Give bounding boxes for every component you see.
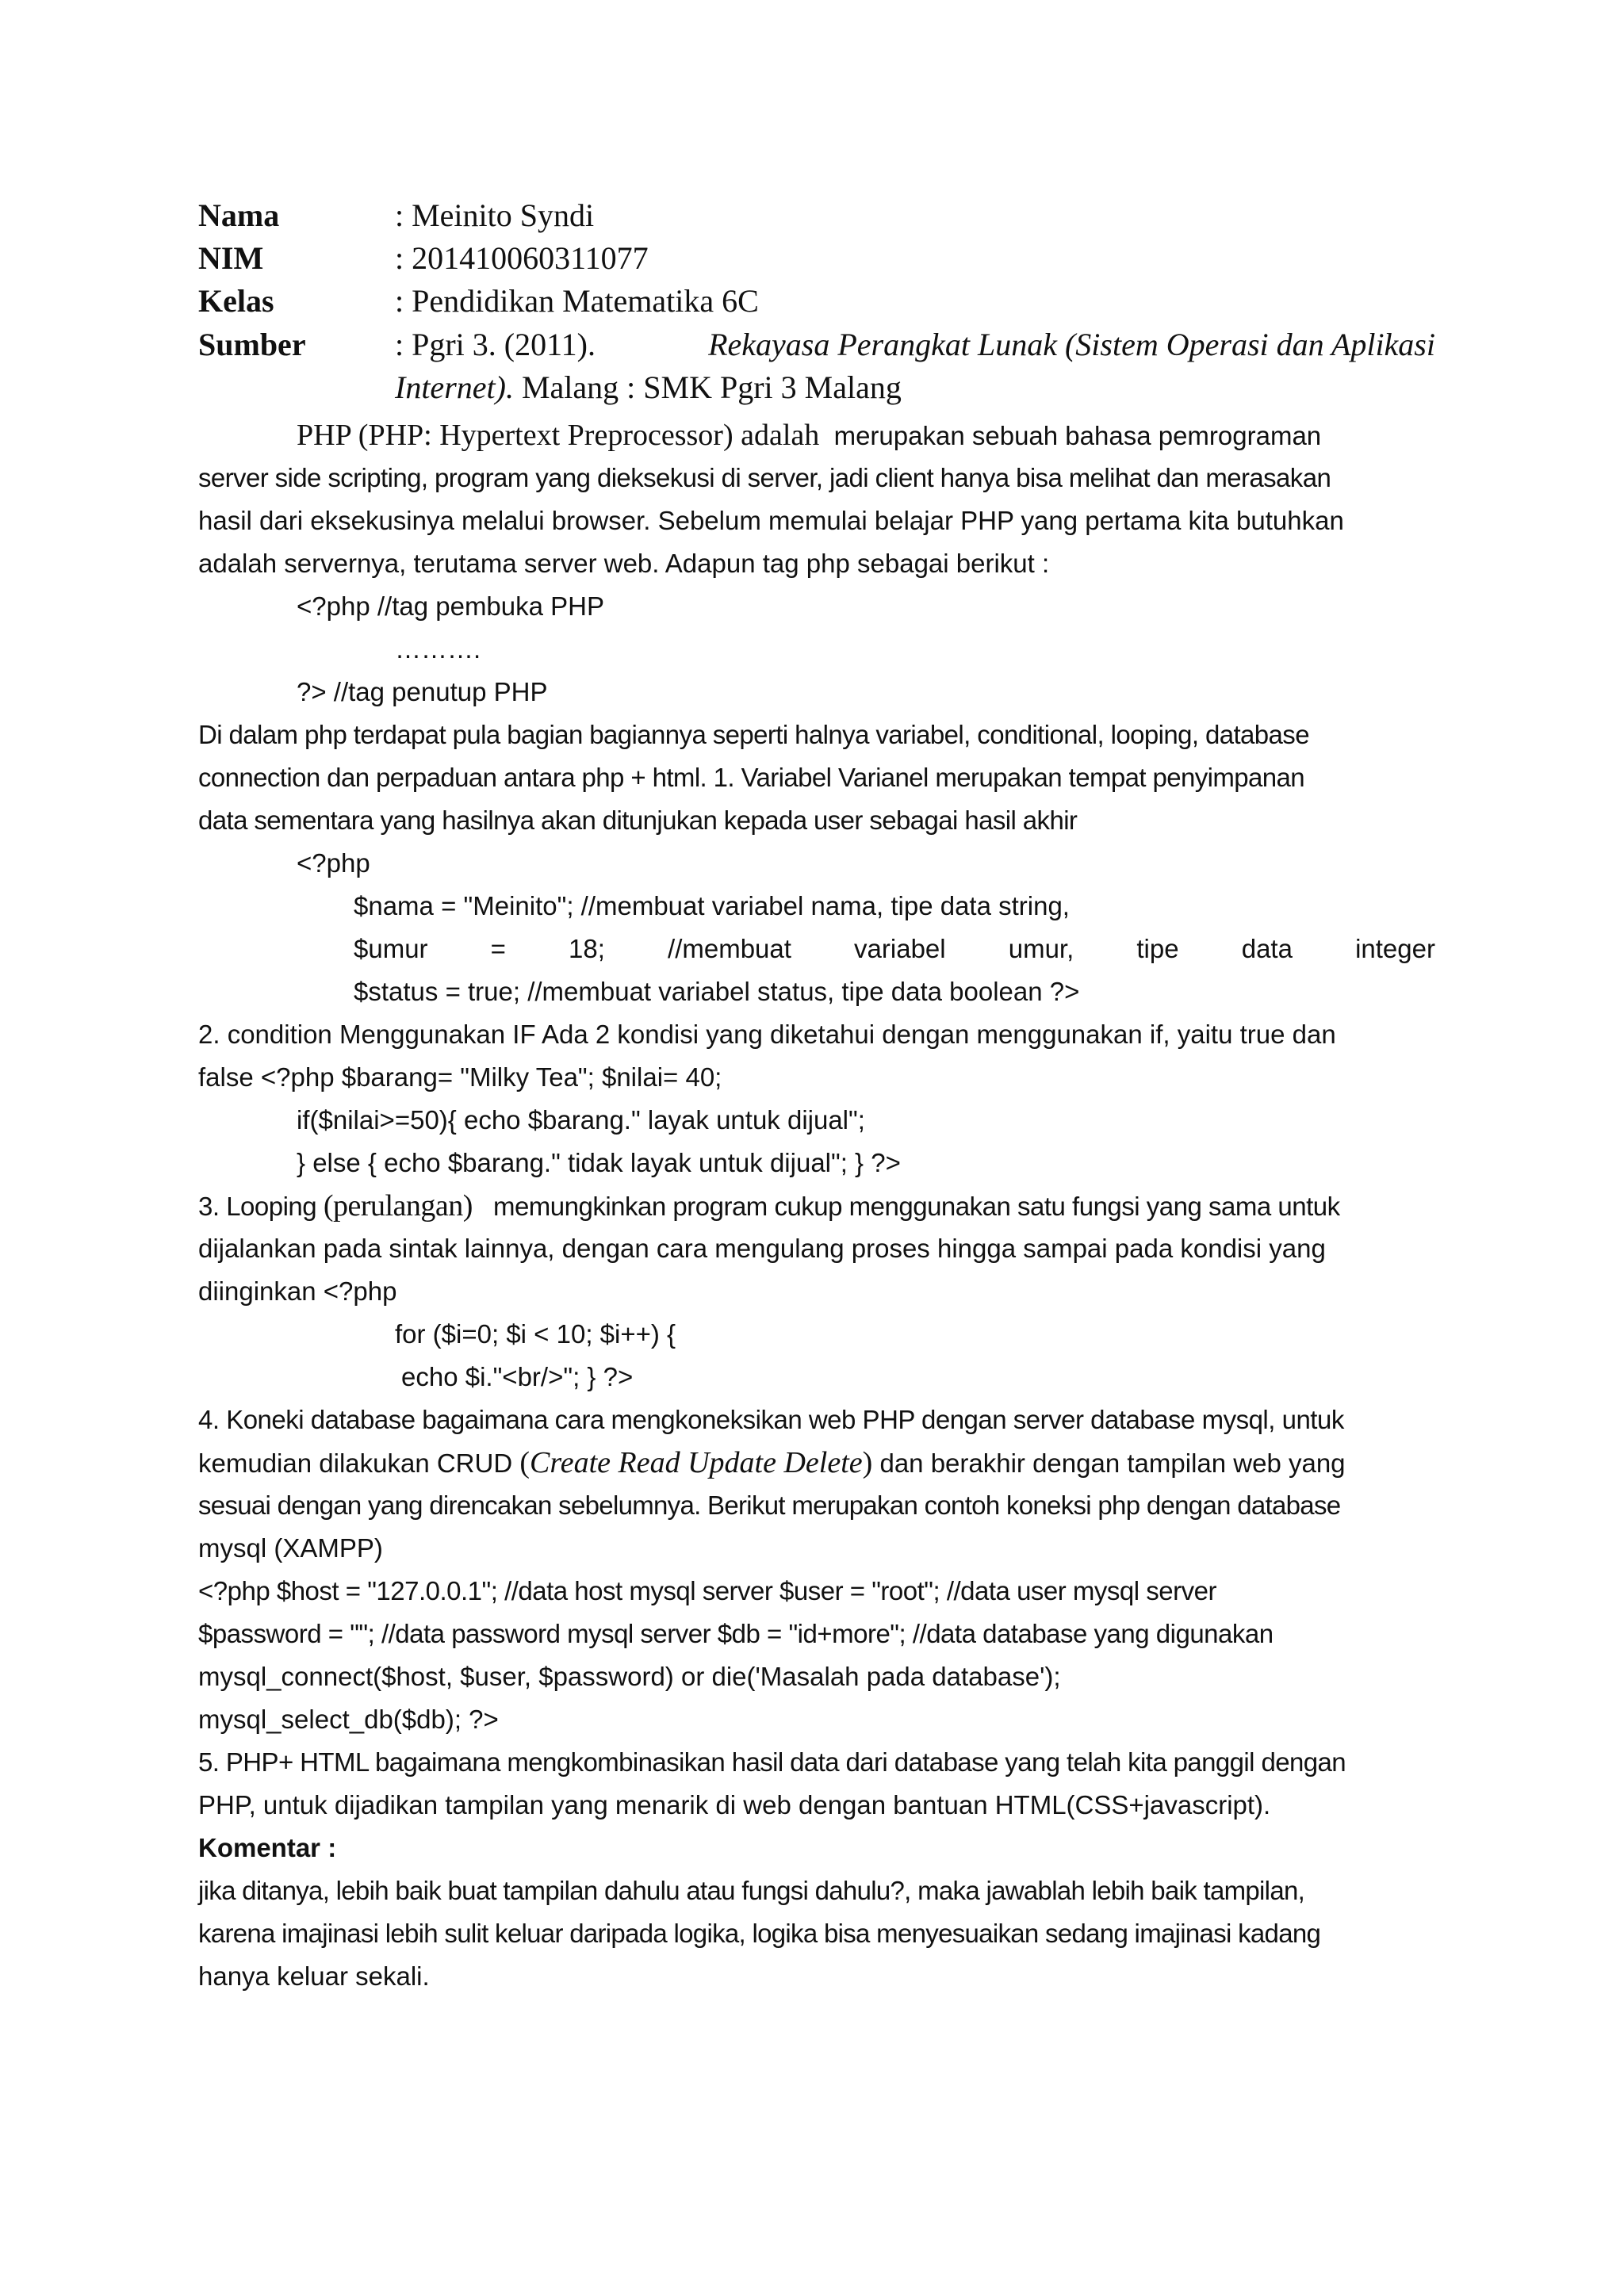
- intro-line-3: hasil dari eksekusinya melalui browser. Sebelum memulai belajar PHP yang pertama kita butuhkan: [198, 506, 1344, 535]
- var-code-nama: $nama = "Meinito"; //membuat variabel nama, tipe data string,: [354, 891, 1070, 920]
- looping-pre: 3. Looping: [198, 1192, 324, 1221]
- database-code-3: mysql_connect($host, $user, $password) or die('Masalah pada database');: [198, 1662, 1061, 1691]
- sumber-title-line1: Rekayasa Perangkat Lunak (Sistem Operasi dan Aplikasi: [708, 327, 1435, 362]
- nama-value: : Meinito Syndi: [395, 197, 595, 233]
- komentar-heading: Komentar :: [198, 1833, 337, 1862]
- intro-line-1-rest: merupakan sebuah bahasa pemrograman: [833, 421, 1322, 450]
- database-crud-post: dan berakhir dengan tampilan web yang: [872, 1448, 1346, 1478]
- tag-dots: ……….: [395, 634, 481, 664]
- database-paren-close: ): [862, 1446, 873, 1479]
- database-code-4: mysql_select_db($db); ?>: [198, 1705, 499, 1734]
- sumber-prefix: : Pgri 3. (2011).: [395, 327, 596, 362]
- umur-word: tipe: [1136, 934, 1179, 963]
- parts-line-2: connection dan perpaduan antara php + html. 1. Variabel Varianel merupakan tempat penyimpanan: [198, 763, 1305, 792]
- komentar-line-1: jika ditanya, lebih baik buat tampilan dahulu atau fungsi dahulu?, maka jawablah lebih baik tampilan,: [198, 1876, 1305, 1905]
- intro-lead: PHP (PHP: Hypertext Preprocessor) adalah: [297, 419, 820, 452]
- condition-line-3: if($nilai>=50){ echo $barang." layak untuk dijual";: [297, 1105, 865, 1135]
- condition-line-1: 2. condition Menggunakan IF Ada 2 kondisi yang diketahui dengan menggunakan if, yaitu true dan: [198, 1020, 1336, 1049]
- tag-open: <?php //tag pembuka PHP: [297, 591, 605, 621]
- var-code-status: $status = true; //membuat variabel status, tipe data boolean ?>: [354, 977, 1080, 1006]
- intro-line-1: [297, 414, 1321, 457]
- database-line-3: sesuai dengan yang direncakan sebelumnya. Berikut merupakan contoh koneksi php dengan database: [198, 1490, 1341, 1520]
- database-crud-pre: kemudian dilakukan CRUD: [198, 1448, 520, 1478]
- umur-word: variabel: [854, 934, 946, 963]
- umur-word: //membuat: [668, 934, 791, 963]
- database-code-2: $password = ""; //data password mysql server $db = "id+more"; //data database yang digunakan: [198, 1619, 1274, 1648]
- nim-label: NIM: [198, 240, 264, 276]
- sumber-title-line2: Internet).: [395, 369, 514, 405]
- sumber-value-line2: [395, 366, 902, 409]
- looping-serif: (perulangan): [323, 1189, 473, 1223]
- database-line-2: [198, 1441, 1346, 1485]
- intro-line-2: server side scripting, program yang dieksekusi di server, jadi client hanya bisa melihat dan merasakan: [198, 463, 1331, 492]
- database-paren-open: (: [519, 1446, 530, 1479]
- database-line-4: mysql (XAMPP): [198, 1533, 383, 1563]
- condition-line-4: } else { echo $barang." tidak layak untuk dijual"; } ?>: [297, 1148, 901, 1177]
- nama-label: Nama: [198, 197, 280, 233]
- umur-word: integer: [1355, 934, 1435, 963]
- html-line-1: 5. PHP+ HTML bagaimana mengkombinasikan hasil data dari database yang telah kita panggil dengan: [198, 1747, 1346, 1777]
- database-code-1: <?php $host = "127.0.0.1"; //data host mysql server $user = "root"; //data user mysql server: [198, 1576, 1216, 1605]
- looping-line-3: diinginkan <?php: [198, 1276, 397, 1306]
- umur-word: 18;: [569, 934, 605, 963]
- parts-line-1: Di dalam php terdapat pula bagian bagiannya seperti halnya variabel, conditional, looping, database: [198, 720, 1309, 749]
- kelas-value: : Pendidikan Matematika 6C: [395, 283, 759, 319]
- looping-line-1: [198, 1184, 1340, 1228]
- kelas-label: Kelas: [198, 283, 274, 319]
- umur-word: umur,: [1008, 934, 1074, 963]
- umur-word: data: [1241, 934, 1293, 963]
- looping-line-2: dijalankan pada sintak lainnya, dengan cara mengulang proses hingga sampai pada kondisi yang: [198, 1234, 1326, 1263]
- komentar-line-2: karena imajinasi lebih sulit keluar daripada logika, logika bisa menyesuaikan sedang imajinasi kadang: [198, 1919, 1321, 1948]
- condition-line-2: false <?php $barang= "Milky Tea"; $nilai= 40;: [198, 1062, 722, 1092]
- umur-word: =: [490, 934, 506, 963]
- tag-close: ?> //tag penutup PHP: [297, 677, 548, 706]
- parts-line-3: data sementara yang hasilnya akan ditunjukan kepada user sebagai hasil akhir: [198, 806, 1078, 835]
- nim-value: : 201410060311077: [395, 240, 649, 276]
- var-code-open: <?php: [297, 848, 370, 878]
- komentar-line-3: hanya keluar sekali.: [198, 1961, 430, 1991]
- html-line-2: PHP, untuk dijadikan tampilan yang menarik di web dengan bantuan HTML(CSS+javascript).: [198, 1790, 1271, 1820]
- sumber-value-line1: [395, 323, 1435, 366]
- database-crud-italic: Create Read Update Delete: [530, 1446, 863, 1479]
- database-line-1: 4. Koneki database bagaimana cara mengkoneksikan web PHP dengan server database mysql, untuk: [198, 1405, 1344, 1434]
- looping-line-4: for ($i=0; $i < 10; $i++) {: [395, 1319, 676, 1349]
- umur-word: $umur: [354, 934, 428, 963]
- looping-post: memungkinkan program cukup menggunakan satu fungsi yang sama untuk: [492, 1192, 1340, 1221]
- sumber-label: Sumber: [198, 327, 306, 362]
- sumber-publisher: Malang : SMK Pgri 3 Malang: [513, 369, 902, 405]
- intro-line-4: adalah servernya, terutama server web. Adapun tag php sebagai berikut :: [198, 549, 1050, 578]
- looping-line-5: echo $i."<br/>"; } ?>: [401, 1362, 634, 1391]
- var-code-umur: [354, 928, 1435, 970]
